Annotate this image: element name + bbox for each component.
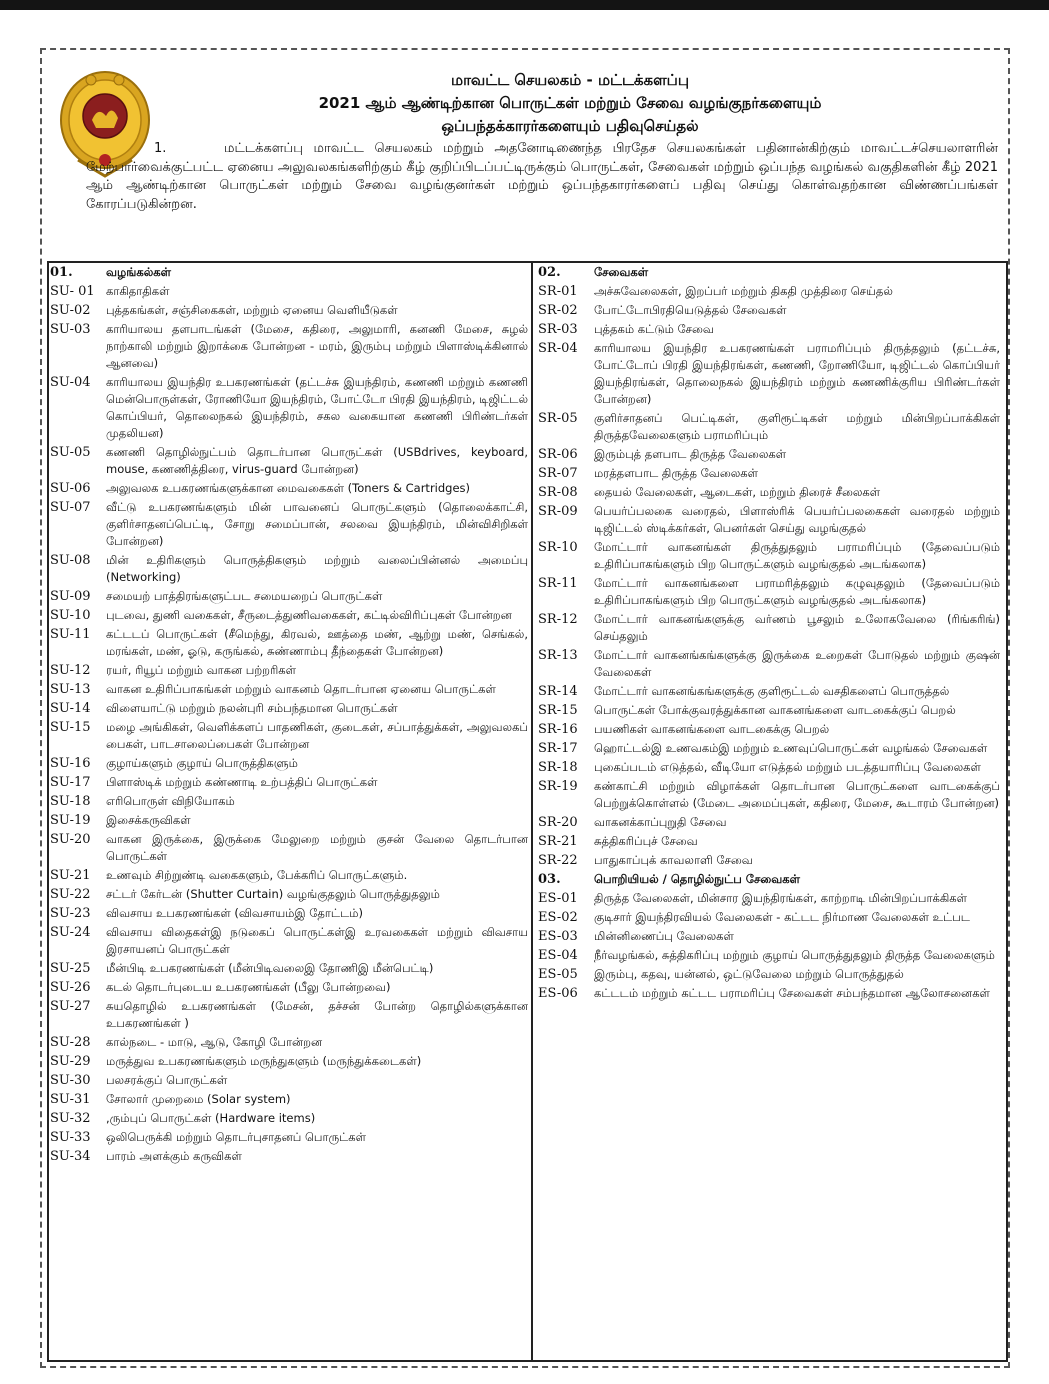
list-item xyxy=(50,444,528,478)
list-item xyxy=(538,909,1000,926)
item-code: SU-25 xyxy=(50,961,91,976)
item-description: சுத்திகரிப்புச் சேவை xyxy=(594,834,698,848)
list-item xyxy=(50,681,528,698)
list-item xyxy=(538,985,1000,1002)
item-description: காரியாலய இயந்திர உபகரணங்கள் பராமரிப்பும் திருத்தலும் (தட்டச்சு, போட்டோப் பிரதி இயந்திரங்கள், கணணி, றோணியோ, டிஜிட்டல் கொப்பியர் இயந்திரங்கள், தொலைநகல் இயந்திரம் மற்றும் கணணிக்குரிய பிரிண்டர்கள் போன்றன) xyxy=(594,341,1000,406)
list-item xyxy=(50,979,528,996)
section-number: 03. xyxy=(538,872,561,887)
list-item xyxy=(538,446,1000,463)
item-code: SU-12 xyxy=(50,663,91,678)
item-description: கட்டடப் பொருட்கள் (சீமெந்து, கிரவல், ஊத்தை மண், ஆற்று மண், செங்கல், மரங்கள், மண், ஓடு, கருங்கல், சுண்ணாம்பு தீந்தைகள் போன்றன) xyxy=(106,627,528,658)
item-code: SU-09 xyxy=(50,589,91,604)
item-code: SR-14 xyxy=(538,684,578,699)
item-code: SU-19 xyxy=(50,813,91,828)
item-code: SU-13 xyxy=(50,682,91,697)
list-item xyxy=(50,1091,528,1108)
item-code: SU-03 xyxy=(50,322,91,337)
item-code: SR-02 xyxy=(538,303,578,318)
item-description: மின் உதிரிகளும் பொருத்திகளும் மற்றும் வலைப்பின்னல் அமைப்பு (Networking) xyxy=(106,553,528,584)
item-description: மழை அங்கிகள், வெளிக்களப் பாதணிகள், குடைகள், சப்பாத்துக்கள், அலுவலகப் பைகள், பாடசாலைப்பைகள் போன்றன xyxy=(106,720,528,751)
item-description: சுயதொழில் உபகரணங்கள் (மேசன், தச்சன் போன்ற தொழில்களுக்கான உபகரணங்கள் ) xyxy=(106,999,528,1030)
item-description: திருத்த வேலைகள், மின்சார இயந்திரங்கள், காற்றாடி மின்பிறப்பாக்கிகள் xyxy=(594,891,967,905)
item-description: மோட்டார் வாகனங்கங்களுக்கு இருக்கை உறைகள் போடுதல் மற்றும் குஷன் வேலைகள் xyxy=(594,648,1000,679)
intro-text: மட்டக்களப்பு மாவட்ட செயலகம் மற்றும் அதனோடிணைந்த பிரதேச செயலகங்கள் பதினான்கிற்கும் மாவட்டச்செயலாளரின் மேற்பார்வைக்குட்பட்ட ஏனைய அலுவலகங்களிற்கும் கீழ் குறிப்பிடப்பட்டிருக்கும் பொருட்கள், சேவைகள் மற்றும் ஒப்பந்த வழங்கல் வகுதிகளின் கீழ் 2021 ஆம் ஆண்டிற்கான பொருட்கள் மற்றும் சேவை வழங்குனர்கள் மற்றும் ஒப்பந்தகாரர்களைப் பதிவு செய்து கொள்வதற்கான விண்ணப்பங்கள் கோரப்படுகின்றன. xyxy=(86,141,998,212)
item-code: SU-30 xyxy=(50,1073,91,1088)
item-description: மோட்டார் வாகனங்கங்களுக்கு குளிரூட்டல் வசதிகளைப் பொருத்தல் xyxy=(594,684,950,698)
list-item xyxy=(50,905,528,922)
item-description: கட்டடம் மற்றும் கட்டட பராமரிப்பு சேவைகள் சம்பந்தமான ஆலோசனைகள் xyxy=(594,986,990,1000)
item-code: ES-02 xyxy=(538,910,578,925)
item-description: ரயர், ரியூப் மற்றும் வாகன பற்றரிகள் xyxy=(106,663,297,677)
item-description: குடிசார் இயந்திரவியல் வேலைகள் - கட்டட நிர்மாண வேலைகள் உட்பட xyxy=(594,910,970,924)
item-code: SR-06 xyxy=(538,447,578,462)
item-description: புடவை, துணி வகைகள், சீருடைத்துணிவகைகள், கட்டில்விரிப்புகள் போன்றன xyxy=(106,608,512,622)
item-description: அலுவலக உபகரணங்களுக்கான மைவகைகள் (Toners & Cartridges) xyxy=(106,481,471,495)
item-description: வீட்டு உபகரணங்களும் மின் பாவனைப் பொருட்களும் (தொலைக்காட்சி, குளிர்சாதனப்பெட்டி, சோறு சமைப்பான், சலவை இயந்திரம், மின்விசிறிகள் போன்றன) xyxy=(106,500,528,548)
item-code: SU-21 xyxy=(50,868,91,883)
list-item xyxy=(538,928,1000,945)
item-description: புகைப்படம் எடுத்தல், வீடியோ எடுத்தல் மற்றும் படத்தயாரிப்பு வேலைகள் xyxy=(594,760,981,774)
item-description: வாகன இருக்கை, இருக்கை மேலுறை மற்றும் குசன் வேலை தொடர்பான பொருட்கள் xyxy=(106,832,528,863)
item-description: ஹொட்டல்இ உணவகம்இ மற்றும் உணவுப்பொருட்கள் வழங்கல் சேவைகள் xyxy=(594,741,988,755)
list-item xyxy=(50,1110,528,1127)
list-item xyxy=(538,852,1000,869)
list-item xyxy=(538,890,1000,907)
list-item xyxy=(50,480,528,497)
item-description: காரியாலய இயந்திர உபகரணங்கள் (தட்டச்சு இயந்திரம், கணணி மற்றும் கணணி மென்பொருள்கள், ரோணியோ இயந்திரம், போட்டோ பிரதி இயந்திரம், டிஜிட்டல் கொப்பியர், தொலைநகல் இயந்திரம், சகல வகையான கணணி பிரிண்டர்கள் முதலியன) xyxy=(106,375,528,440)
item-description: சமையற் பாத்திரங்களுட்பட சமையறைப் பொருட்கள் xyxy=(106,589,383,603)
item-code: SU-15 xyxy=(50,720,91,735)
item-code: SR-19 xyxy=(538,779,578,794)
list-item xyxy=(538,465,1000,482)
list-item xyxy=(538,947,1000,964)
item-description: குளிர்சாதனப் பெட்டிகள், குளிரூட்டிகள் மற்றும் மின்பிறப்பாக்கிகள் திருத்தவேலைகளும் பராமரிப்பும் xyxy=(594,411,1000,442)
column-divider xyxy=(531,261,533,1362)
engineering-heading xyxy=(538,871,1000,888)
item-description: விளையாட்டு மற்றும் நலன்புரி சம்பந்தமான பொருட்கள் xyxy=(106,701,398,715)
section-number: 02. xyxy=(538,265,561,280)
item-code: SU-31 xyxy=(50,1092,91,1107)
item-code: SR-01 xyxy=(538,284,578,299)
item-description: வாகனக்காப்புறுதி சேவை xyxy=(594,815,727,829)
item-code: SR-16 xyxy=(538,722,578,737)
item-description: குழாய்களும் குழாய் பொருத்திகளும் xyxy=(106,756,298,770)
list-item xyxy=(50,960,528,977)
list-item xyxy=(50,793,528,810)
list-item xyxy=(50,886,528,903)
item-description: பெயர்ப்பலகை வரைதல், பிளாஸ்ரிக் பெயர்ப்பலகைகள் வரைதல் மற்றும் டிஜிட்டல் ஸ்டிக்கர்கள், பெனர்கள் செய்து வழங்குதல் xyxy=(594,504,1000,535)
list-item xyxy=(50,1129,528,1146)
item-description: கடல் தொடர்புடைய உபகரணங்கள் (பீலு போன்றவை) xyxy=(106,980,391,994)
item-description: மோட்டார் வாகனங்களை பராமரித்தலும் கழுவுதலும் (தேவைப்படும் உதிரிப்பாகங்களும் பிற பொருட்களும் வழங்குதல் அடங்கலாக) xyxy=(594,576,1000,607)
item-code: SR-18 xyxy=(538,760,578,775)
list-item xyxy=(50,831,528,865)
item-code: SR-17 xyxy=(538,741,578,756)
list-item xyxy=(50,998,528,1032)
list-item xyxy=(538,283,1000,300)
supplies-heading xyxy=(50,264,528,281)
item-description: ஒலிபெருக்கி மற்றும் தொடர்புசாதனப் பொருட்கள் xyxy=(106,1130,367,1144)
item-description: பிளாஸ்டிக் மற்றும் கண்ணாடி உற்பத்திப் பொருட்கள் xyxy=(106,775,378,789)
item-code: SU-20 xyxy=(50,832,91,847)
item-code: SU-07 xyxy=(50,500,91,515)
item-code: ES-04 xyxy=(538,948,578,963)
item-description: நீர்வழங்கல், சுத்திகரிப்பு மற்றும் குழாய் பொருத்துதலும் திருத்த வேலைகளும் xyxy=(594,948,995,962)
list-item xyxy=(50,374,528,442)
list-item xyxy=(538,410,1000,444)
item-description: மோட்டார் வாகனங்கள் திருத்துதலும் பராமரிப்பும் (தேவைப்படும் உதிரிப்பாகங்களும் பிற பொருட்களும் வழங்குதல் அடங்கலாக) xyxy=(594,540,1000,571)
item-description: மருத்துவ உபகரணங்களும் மருந்துகளும் (மருந்துக்கடைகள்) xyxy=(106,1054,422,1068)
item-code: SU- 01 xyxy=(50,284,95,299)
item-code: SU-10 xyxy=(50,608,91,623)
list-item xyxy=(538,321,1000,338)
list-item xyxy=(50,1034,528,1051)
item-code: SU-17 xyxy=(50,775,91,790)
list-item xyxy=(50,1072,528,1089)
list-item xyxy=(538,778,1000,812)
list-item xyxy=(50,626,528,660)
item-description: இசைக்கருவிகள் xyxy=(106,813,191,827)
item-code: ES-01 xyxy=(538,891,578,906)
top-dark-band xyxy=(0,0,1049,10)
list-item xyxy=(538,702,1000,719)
item-description: காரியாலய தளபாடங்கள் (மேசை, கதிரை, அலுமாரி, கனணி மேசை, சுழல் நாற்காலி மற்றும் இறாக்கை போன்றன - மரம், இரும்பு மற்றும் பிளாஸ்டிக்கினால் ஆனவை) xyxy=(106,322,528,370)
item-code: SR-20 xyxy=(538,815,578,830)
item-code: ES-06 xyxy=(538,986,578,1001)
item-description: இரும்புத் தளபாட திருத்த வேலைகள் xyxy=(594,447,787,461)
item-description: கால்நடை - மாடு, ஆடு, கோழி போன்றன xyxy=(106,1035,323,1049)
list-item xyxy=(538,539,1000,573)
list-item xyxy=(50,607,528,624)
section-number: 01. xyxy=(50,265,73,280)
item-code: SU-18 xyxy=(50,794,91,809)
list-item xyxy=(538,302,1000,319)
list-item xyxy=(538,833,1000,850)
item-code: SR-09 xyxy=(538,504,578,519)
item-code: SU-16 xyxy=(50,756,91,771)
list-item xyxy=(50,700,528,717)
item-code: SR-21 xyxy=(538,834,578,849)
list-item xyxy=(538,340,1000,408)
item-code: SU-04 xyxy=(50,375,91,390)
item-code: SU-05 xyxy=(50,445,91,460)
services-column xyxy=(538,264,1000,1004)
item-description: அச்சுவேலைகள், இறப்பர் மற்றும் திகதி முத்திரை செய்தல் xyxy=(594,284,893,298)
item-description: எரிபொருள் விநியோகம் xyxy=(106,794,235,808)
item-code: SR-13 xyxy=(538,648,578,663)
item-description: வாகன உதிரிப்பாகங்கள் மற்றும் வாகனம் தொடர்பான ஏனைய பொருட்கள் xyxy=(106,682,496,696)
list-item xyxy=(50,499,528,550)
list-item xyxy=(50,924,528,958)
item-description: புத்தகங்கள், சஞ்சிகைகள், மற்றும் ஏனைய வெளியீடுகள் xyxy=(106,303,398,317)
item-code: SR-12 xyxy=(538,612,578,627)
section-title: சேவைகள் xyxy=(594,265,649,279)
item-description: கண்காட்சி மற்றும் விழாக்கள் தொடர்பான பொருட்களை வாடகைக்குப் பெற்றுக்கொள்ளல் (மேடை அமைப்புகள், கதிரை, மேசை, கூடாரம் போன்றன) xyxy=(594,779,1000,810)
item-code: SR-07 xyxy=(538,466,578,481)
list-item xyxy=(50,662,528,679)
item-description: மரத்தளபாட திருத்த வேலைகள் xyxy=(594,466,758,480)
item-description: காகிதாதிகள் xyxy=(106,284,170,298)
item-code: SR-03 xyxy=(538,322,578,337)
services-heading xyxy=(538,264,1000,281)
item-code: SU-24 xyxy=(50,925,91,940)
item-description: புத்தகம் கட்டும் சேவை xyxy=(594,322,714,336)
item-description: பாதுகாப்புக் காவலாளி சேவை xyxy=(594,853,753,867)
item-description: பயணிகள் வாகனங்களை வாடகைக்கு பெறல் xyxy=(594,722,830,736)
item-code: SU-06 xyxy=(50,481,91,496)
intro-paragraph xyxy=(86,140,998,214)
list-item xyxy=(538,966,1000,983)
section-title: வழங்கல்கள் xyxy=(106,265,171,279)
item-code: ES-05 xyxy=(538,967,578,982)
list-item xyxy=(50,1053,528,1070)
item-description: பாரம் அளக்கும் கருவிகள் xyxy=(106,1149,242,1163)
supplies-column xyxy=(50,264,528,1167)
supplies-list xyxy=(50,283,528,1165)
intro-number: 1. xyxy=(154,141,167,156)
item-code: SU-22 xyxy=(50,887,91,902)
list-item xyxy=(50,321,528,372)
item-description: தையல் வேலைகள், ஆடைகள், மற்றும் திரைச் சீலைகள் xyxy=(594,485,881,499)
list-item xyxy=(50,552,528,586)
item-code: SR-22 xyxy=(538,853,578,868)
section-title: பொறியியல் / தொழில்நுட்ப சேவைகள் xyxy=(594,872,800,886)
item-code: SU-26 xyxy=(50,980,91,995)
item-description: சோலார் முறைமை (Solar system) xyxy=(106,1092,291,1106)
item-description: மீன்பிடி உபகரணங்கள் (மீன்பிடிவலைஇ தோணிஇ மீன்பெட்டி) xyxy=(106,961,434,975)
list-item xyxy=(538,759,1000,776)
header-title: 2021 ஆம் ஆண்டிற்கான பொருட்கள் மற்றும் சேவை வழங்குநர்களையும் xyxy=(318,94,822,112)
item-code: SU-28 xyxy=(50,1035,91,1050)
item-description: கணணி தொழில்நுட்பம் தொடர்பான பொருட்கள் (USBdrives, keyboard, mouse, கணணித்திரை, virus-guard போன்றன) xyxy=(106,445,528,476)
item-code: SU-02 xyxy=(50,303,91,318)
list-item xyxy=(538,683,1000,700)
item-code: SU-11 xyxy=(50,627,91,642)
item-code: SU-33 xyxy=(50,1130,91,1145)
list-item xyxy=(50,283,528,300)
item-code: SU-27 xyxy=(50,999,91,1014)
list-item xyxy=(538,740,1000,757)
item-description: ,ரும்புப் பொருட்கள் (Hardware items) xyxy=(106,1111,316,1125)
list-item xyxy=(50,588,528,605)
item-code: SR-10 xyxy=(538,540,578,555)
item-description: மின்னிணைப்பு வேலைகள் xyxy=(594,929,734,943)
item-description: சட்டர் கேர்டன் (Shutter Curtain) வழங்குதலும் பொருத்துதலும் xyxy=(106,887,440,901)
list-item xyxy=(538,647,1000,681)
list-item xyxy=(50,867,528,884)
item-code: SU-08 xyxy=(50,553,91,568)
item-code: SR-15 xyxy=(538,703,578,718)
item-description: விவசாய உபகரணங்கள் (விவசாயம்இ தோட்டம்) xyxy=(106,906,363,920)
item-description: உணவும் சிற்றுண்டி வகைகளும், பேக்கரிப் பொருட்களும். xyxy=(106,868,408,882)
item-code: SU-23 xyxy=(50,906,91,921)
header-office: மாவட்ட செயலகம் - மட்டக்களப்பு xyxy=(451,71,689,89)
item-code: SU-14 xyxy=(50,701,91,716)
item-code: SU-29 xyxy=(50,1054,91,1069)
list-item xyxy=(538,484,1000,501)
header-subtitle: ஒப்பந்தக்காரர்களையும் பதிவுசெய்தல் xyxy=(441,117,699,135)
item-code: SR-08 xyxy=(538,485,578,500)
list-item xyxy=(538,721,1000,738)
item-description: விவசாய விதைகள்இ நடுகைப் பொருட்கள்இ உரவகைகள் மற்றும் விவசாய இரசாயனப் பொருட்கள் xyxy=(106,925,528,956)
item-description: போட்டோபிரதியெடுத்தல் சேவைகள் xyxy=(594,303,787,317)
list-item xyxy=(50,774,528,791)
list-item xyxy=(538,503,1000,537)
list-item xyxy=(538,611,1000,645)
list-item xyxy=(50,755,528,772)
item-description: பலசரக்குப் பொருட்கள் xyxy=(106,1073,228,1087)
list-item xyxy=(50,719,528,753)
engineering-list xyxy=(538,890,1000,1002)
item-code: ES-03 xyxy=(538,929,578,944)
item-code: SR-05 xyxy=(538,411,578,426)
item-description: இரும்பு, கதவு, யன்னல், ஒட்டுவேலை மற்றும் பொருத்துதல் xyxy=(594,967,904,981)
list-item xyxy=(50,812,528,829)
item-code: SU-34 xyxy=(50,1149,91,1164)
item-description: மோட்டார் வாகனங்களுக்கு வர்ணம் பூசலும் உலோகவேலை (ரிங்கரிங்) செய்தலும் xyxy=(594,612,1000,643)
item-code: SU-32 xyxy=(50,1111,91,1126)
services-list xyxy=(538,283,1000,869)
list-item xyxy=(50,1148,528,1165)
list-item xyxy=(538,575,1000,609)
item-code: SR-11 xyxy=(538,576,578,591)
item-code: SR-04 xyxy=(538,341,578,356)
list-item xyxy=(538,814,1000,831)
list-item xyxy=(50,302,528,319)
item-description: பொருட்கள் போக்குவரத்துக்கான வாகனங்களை வாடகைக்குப் பெறல் xyxy=(594,703,956,717)
